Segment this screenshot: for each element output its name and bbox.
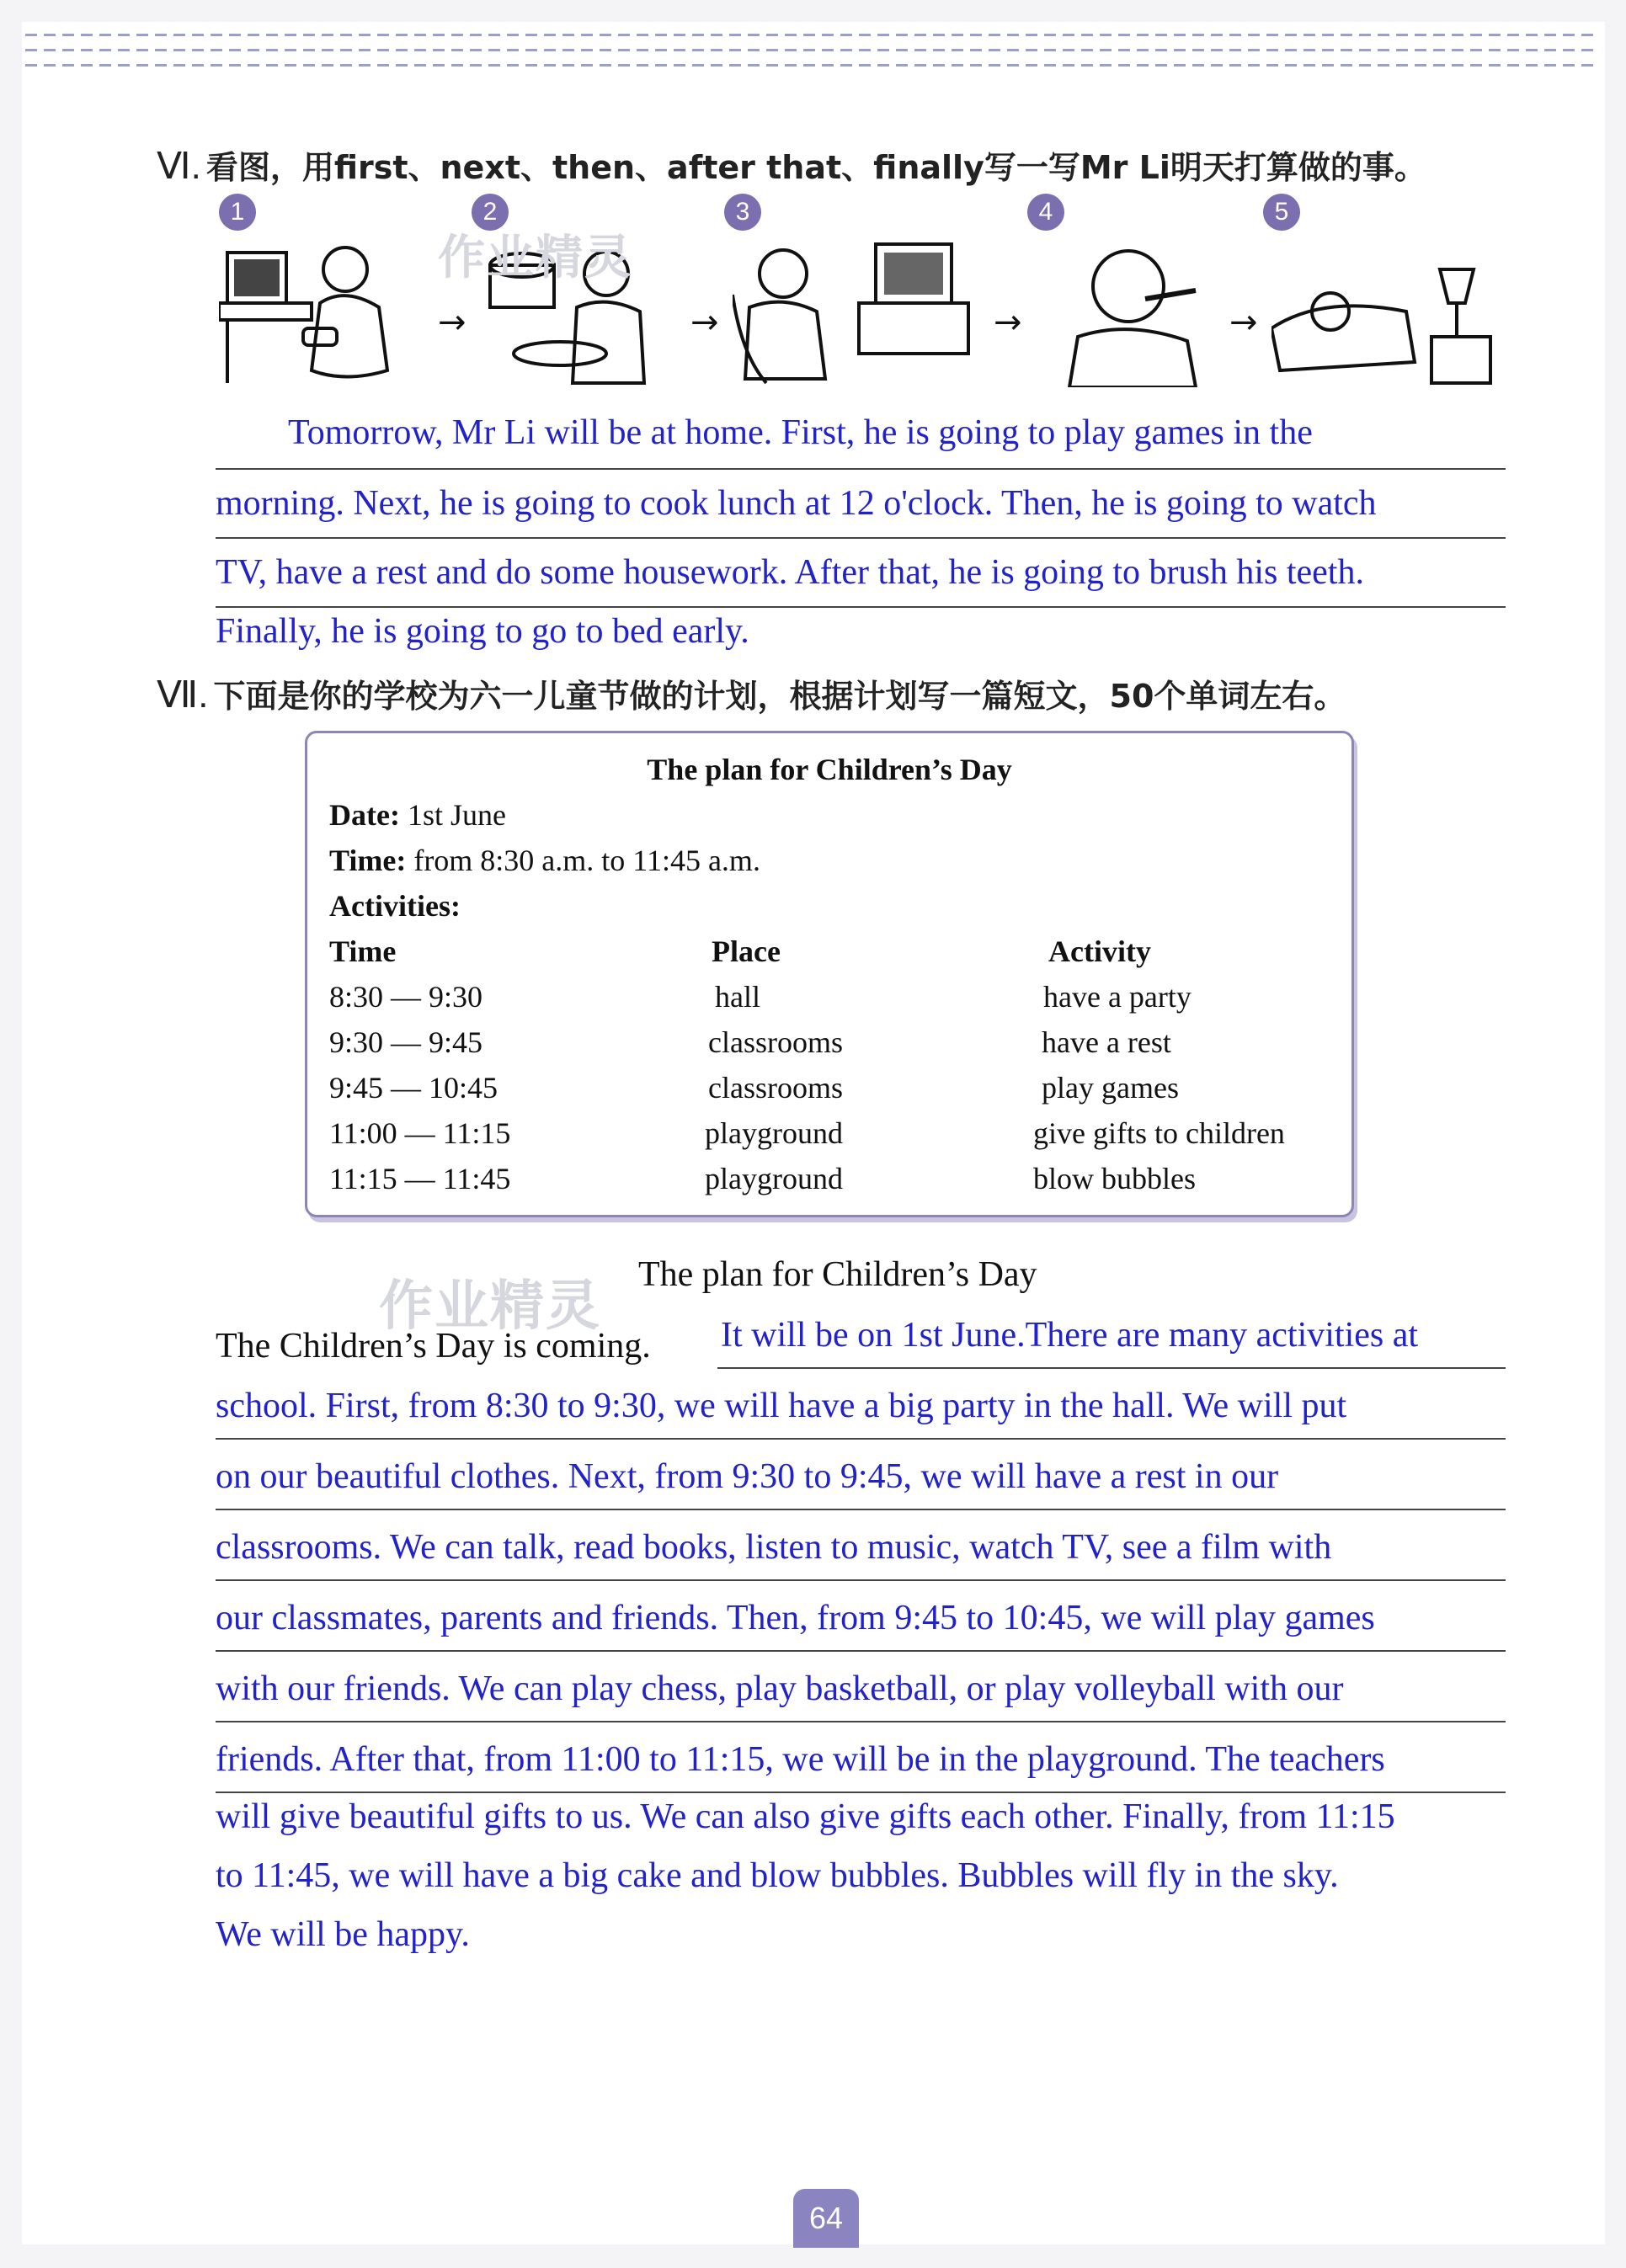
essay-opening: The Children’s Day is coming. [216,1327,651,1366]
table-cell: classrooms [708,1071,843,1105]
answer-line: school. First, from 8:30 to 9:30, we will have a big party in the hall. We will put [216,1387,1347,1425]
plan-box [305,731,1354,1217]
plan-activities-label: Activities: [329,889,461,923]
table-cell: 8:30 — 9:30 [329,980,483,1014]
sleeping-icon [1271,227,1499,387]
answer-line: Tomorrow, Mr Li will be at home. First, he is going to play games in the [288,413,1313,452]
section-6-number: Ⅵ. [157,146,201,187]
arrow-icon: → [1229,303,1258,342]
writing-line [216,606,1506,608]
answer-line: our classmates, parents and friends. Then, from 9:45 to 10:45, we will play games [216,1599,1375,1637]
writing-line [216,1721,1506,1722]
table-cell: classrooms [708,1025,843,1059]
top-border-line [25,34,1600,36]
section-6-instruction: 看图，用first、next、then、after that、finally写一写Mr Li明天打算做的事。 [205,149,1426,186]
answer-line: We will be happy. [216,1915,470,1954]
plan-date: Date: 1st June [329,798,506,832]
answer-line: friends. After that, from 11:00 to 11:15, we will be in the playground. The teachers [216,1740,1385,1779]
playing-games-icon [219,227,404,387]
writing-line [216,1650,1506,1652]
section-7-heading [157,670,1346,716]
arrow-icon: → [690,303,719,342]
writing-line [216,1509,1506,1510]
picture-number: 5 [1263,194,1300,231]
arrow-icon: → [438,303,466,342]
table-cell: playground [705,1162,843,1195]
watermark: 作业精灵 [438,231,633,285]
section-6-heading [157,141,1426,188]
writing-line [216,1579,1506,1581]
section-7-number: Ⅶ. [157,674,209,716]
answer-line: with our friends. We can play chess, play basketball, or play volleyball with our [216,1669,1344,1708]
answer-line: to 11:45, we will have a big cake and blow bubbles. Bubbles will fly in the sky. [216,1856,1339,1895]
table-header-time: Time [329,934,397,968]
table-cell: 9:45 — 10:45 [329,1071,498,1105]
answer-line: on our beautiful clothes. Next, from 9:30 to 9:45, we will have a rest in our [216,1457,1279,1496]
essay-title: The plan for Children’s Day [638,1255,1037,1294]
picture-number: 2 [472,194,509,231]
plan-time: Time: from 8:30 a.m. to 11:45 a.m. [329,844,760,877]
table-header-place: Place [712,934,781,968]
table-cell: 9:30 — 9:45 [329,1025,483,1059]
answer-line: morning. Next, he is going to cook lunch at 12 o'clock. Then, he is going to watch [216,484,1377,523]
table-cell: give gifts to children [1033,1116,1285,1150]
answer-line: will give beautiful gifts to us. We can also give gifts each other. Finally, from 11:15 [216,1797,1395,1836]
writing-line [216,537,1506,539]
brushing-teeth-icon [1044,227,1229,387]
table-cell: have a rest [1042,1025,1171,1059]
table-cell: 11:15 — 11:45 [329,1162,511,1195]
picture-sequence [219,194,1499,387]
top-border-line [25,49,1600,51]
table-header-activity: Activity [1048,934,1151,968]
table-cell: playground [705,1116,843,1150]
picture-number: 4 [1027,194,1064,231]
arrow-icon: → [994,303,1022,342]
table-cell: hall [715,980,760,1014]
plan-title: The plan for Children’s Day [647,753,1012,786]
top-border-line [25,64,1600,67]
table-cell: play games [1042,1071,1179,1105]
picture-number: 3 [724,194,761,231]
writing-line [216,1792,1506,1793]
answer-line: TV, have a rest and do some housework. After that, he is going to brush his teeth. [216,553,1364,592]
picture-number: 1 [219,194,256,231]
page-number: 64 [793,2189,859,2248]
table-cell: blow bubbles [1033,1162,1196,1195]
answer-line: classrooms. We can talk, read books, listen to music, watch TV, see a film with [216,1528,1332,1567]
writing-line [216,1438,1506,1440]
answer-line: It will be on 1st June.There are many activities at [721,1316,1419,1355]
table-cell: 11:00 — 11:15 [329,1116,511,1150]
watching-tv-icon [733,227,977,387]
watermark: 作业精灵 [379,1275,601,1338]
answer-line: Finally, he is going to go to bed early. [216,612,749,651]
writing-line [216,468,1506,470]
section-7-instruction: 下面是你的学校为六一儿童节做的计划，根据计划写一篇短文，50个单词左右。 [213,678,1346,715]
table-cell: have a party [1043,980,1192,1014]
writing-line [717,1367,1506,1369]
